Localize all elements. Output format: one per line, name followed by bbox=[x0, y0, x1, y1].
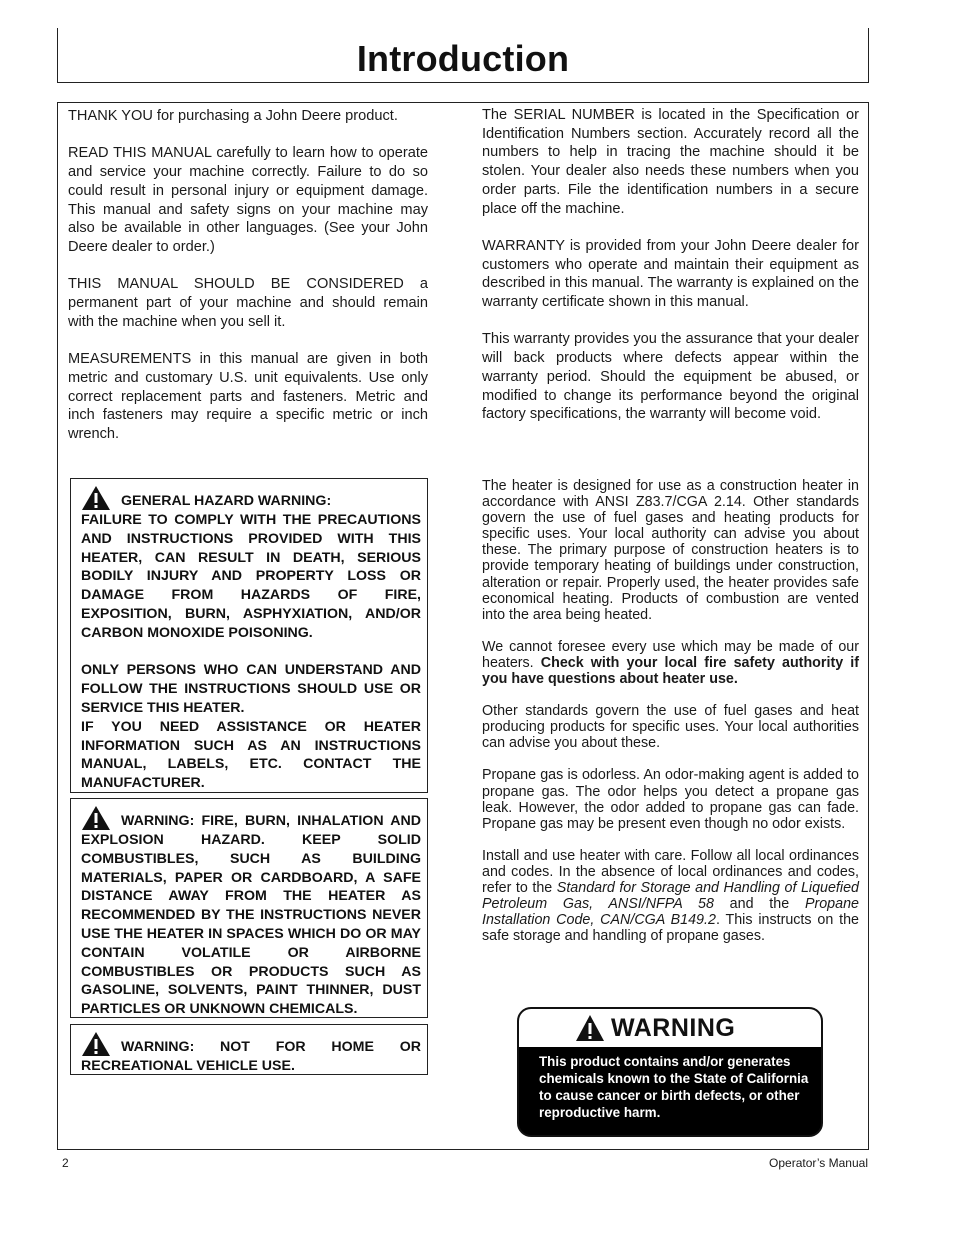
rv-warning-text: WARNING: NOT FOR HOME OR RECREATIONAL VEHICLE USE. bbox=[81, 1039, 421, 1074]
warning-triangle-icon bbox=[575, 1014, 605, 1042]
install-paragraph bbox=[482, 848, 859, 945]
manual-permanent-paragraph: THIS MANUAL SHOULD BE CONSIDERED a permanent part of your machine and should remain with the machine when you sell it. bbox=[68, 276, 428, 330]
thank-you-paragraph: THANK YOU for purchasing a John Deere product. bbox=[68, 108, 398, 124]
page-title: Introduction bbox=[356, 38, 570, 79]
warranty-assurance-paragraph: This warranty provides you the assurance that your dealer will back products where defects appear within the warranty period. Should the equipment be abused, or modified to change its performance beyond the original factory specifications, the warranty will become void. bbox=[482, 331, 859, 423]
intro-right-column bbox=[482, 106, 859, 443]
warning-triangle-icon bbox=[81, 805, 111, 831]
nfpa-standard-title: Standard for Storage and Handling of Liquefied Petroleum Gas, ANSI/NFPA 58 bbox=[482, 879, 859, 913]
propane-odor-paragraph: Propane gas is odorless. An odor-making agent is added to propane gas. The odor helps you detect a propane gas leak. However, the odor added to propane gas can fade. Propane gas may be present even though no odor exists. bbox=[482, 767, 859, 832]
heater-design-paragraph: The heater is designed for use as a construction heater in accordance with ANSI Z83.7/CGA 2.14. Other standards govern the use of fuel gases and heating products for specific uses. Your local authority can advise you about these. The primary purpose of construction heaters is to provide temporary heating of buildings under construction, alteration or repair. Properly used, the heater provides safe economical heating. Products of combustion are vented into the area being heated. bbox=[482, 478, 859, 623]
ca-warning-header bbox=[519, 1009, 821, 1047]
heater-use-paragraph bbox=[482, 639, 859, 687]
install-text-b: and the bbox=[713, 896, 805, 913]
measurements-paragraph: MEASUREMENTS in this manual are given in both metric and customary U.S. unit equivalents. Use only correct replacement parts and fasteners. Metric and inch fasteners may require a specific metric or inch wrench. bbox=[68, 351, 428, 442]
fire-hazard-block bbox=[81, 805, 421, 1019]
ca-warning-body: This product contains and/or generates chemicals known to the State of California to cause cancer or birth defects, or other reproductive harm. bbox=[539, 1054, 809, 1120]
warning-triangle-icon bbox=[81, 485, 111, 511]
other-standards-paragraph: Other standards govern the use of fuel gases and heat producing products for specific uses. Your local authorities can advise you about these. bbox=[482, 703, 859, 752]
cga-code-title: Propane Installation Code, CAN/CGA B149.2 bbox=[482, 896, 859, 929]
qualified-persons-text: ONLY PERSONS WHO CAN UNDERSTAND AND FOLLOW THE INSTRUCTIONS SHOULD USE OR SERVICE THIS HEATER. bbox=[81, 662, 421, 716]
fire-hazard-text: WARNING: FIRE, BURN, INHALATION AND EXPLOSION HAZARD. KEEP SOLID COMBUSTIBLES, SUCH AS BUILDING MATERIALS, PAPER OR CARDBOARD, A SAFE DISTANCE AWAY FROM THE HEATER AS RECOMMENDED BY THE INSTRUCTIONS NEVER USE THE HEATER IN SPACES WHICH DO OR MAY CONTAIN VOLATILE OR AIRBORNE COMBUSTIBLES OR PRODUCTS SUCH AS GASOLINE, SOLVENTS, PAINT THINNER, DUST PARTICLES OR UNKNOWN CHEMICALS. bbox=[81, 813, 421, 1018]
serial-number-paragraph: The SERIAL NUMBER is located in the Specification or Identification Numbers section. Accurately record all the numbers to help in tracing the machine should it be stolen. Your dealer also needs these numbers when you order parts. File the identification numbers in a secure place off the machine. bbox=[482, 107, 859, 217]
general-hazard-warning-box bbox=[70, 478, 428, 793]
footer-manual-name: Operator’s Manual bbox=[769, 1156, 868, 1170]
title-frame bbox=[57, 28, 869, 83]
general-hazard-body: FAILURE TO COMPLY WITH THE PRECAUTIONS AND INSTRUCTIONS PROVIDED WITH THIS HEATER, CAN RESULT IN DEATH, SERIOUS BODILY INJURY AND PROPERTY LOSS OR DAMAGE FROM HAZARDS OF FIRE, EXPOSITION, BURN, ASPHYXIATION, AND/OR CARBON MONOXIDE POISONING. bbox=[81, 512, 421, 641]
read-manual-paragraph: READ THIS MANUAL carefully to learn how to operate and service your machine correctly. Failure to do so could result in personal injury or equipment damage. This manual and safety signs on your machine may also be available in other languages. (See your John Deere dealer to order.) bbox=[68, 145, 428, 255]
rv-warning-block bbox=[81, 1031, 421, 1076]
general-hazard-block bbox=[81, 485, 421, 643]
ca-warning-heading: WARNING bbox=[611, 1013, 736, 1042]
intro-left-column bbox=[68, 107, 428, 462]
california-warning-label bbox=[517, 1007, 823, 1137]
install-text-c: . This instructs on the safe storage and handling of propane gases. bbox=[482, 912, 860, 945]
heater-use-text: We cannot foresee every use which may be made of our heaters. bbox=[482, 638, 859, 671]
warranty-paragraph: WARRANTY is provided from your John Deere dealer for customers who operate and maintain their equipment as described in this manual. The warranty is explained on the warranty certificate shown in this manual. bbox=[482, 237, 859, 311]
warning-triangle-icon bbox=[81, 1031, 111, 1057]
assistance-text: IF YOU NEED ASSISTANCE OR HEATER INFORMATION SUCH AS AN INSTRUCTIONS MANUAL, LABELS, ETC. CONTACT THE MANUFACTURER. bbox=[81, 718, 421, 792]
fire-authority-text: Check with your local fire safety authority if you have questions about heater use. bbox=[482, 654, 859, 688]
page-number: 2 bbox=[62, 1156, 69, 1170]
general-hazard-title: GENERAL HAZARD WARNING: bbox=[121, 493, 332, 509]
install-text-a: Install and use heater with care. Follow all local ordinances and codes. In the absence of local ordinances and codes, refer to the bbox=[482, 847, 859, 896]
fire-hazard-warning-box bbox=[70, 798, 428, 1018]
heater-info-column bbox=[482, 478, 859, 960]
rv-warning-box bbox=[70, 1024, 428, 1075]
